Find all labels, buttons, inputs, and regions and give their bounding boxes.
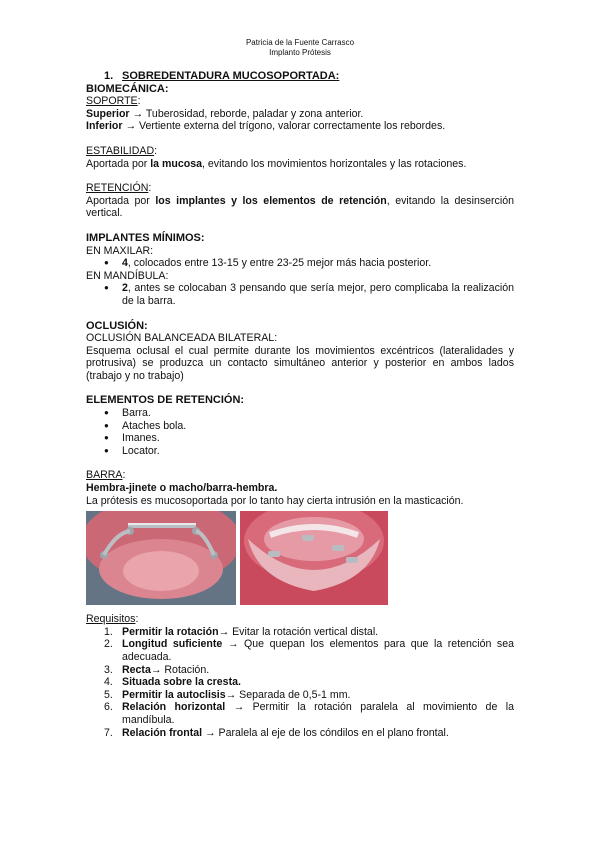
inferior-text: → Vertiente externa del trígono, valorar correctamente los rebordes. (122, 120, 446, 133)
requisitos-label: Requisitos (86, 613, 136, 626)
soporte-label: SOPORTE (86, 95, 138, 108)
req-number: 3. (104, 663, 113, 676)
photo-mandibula-bar (240, 511, 388, 605)
req-bold: Permitir la autoclisis (122, 688, 226, 701)
requisitos-label-line (86, 613, 514, 626)
section-title (86, 70, 514, 83)
photos-row (86, 511, 514, 611)
superior-label: Superior (86, 107, 130, 120)
requisitos-colon: : (135, 613, 139, 626)
req-bold: Relación horizontal (122, 701, 226, 714)
req-number: 1. (104, 625, 113, 638)
req-bold: Situada sobre la cresta. (122, 676, 241, 689)
list-item (86, 727, 514, 740)
list-item (86, 626, 514, 639)
superior-text: → Tuberosidad, reborde, paladar y zona anterior. (129, 107, 364, 120)
list-item (86, 701, 514, 726)
mandibula-list (86, 282, 514, 307)
photo-maxilar-bar (86, 511, 236, 605)
req-number: 5. (104, 688, 113, 701)
header-subject: Implanto Prótesis (269, 48, 331, 57)
list-item (86, 676, 514, 689)
req-number: 6. (104, 701, 113, 714)
req-bold: Recta (122, 663, 151, 676)
superior-line (86, 108, 514, 121)
list-item: ● Imanes. (86, 432, 514, 445)
req-text: → Separada de 0,5-1 mm. (225, 688, 351, 701)
estabilidad-label: ESTABILIDAD (86, 144, 155, 157)
soporte-colon: : (137, 95, 141, 108)
section-title-text: SOBREDENTADURA MUCOSOPORTADA: (122, 70, 340, 82)
retencion-bold: los implantes y los elementos de retención (155, 194, 387, 207)
requisitos-list (86, 626, 514, 739)
dental-photo-2-icon (240, 511, 388, 605)
elementos-heading: ELEMENTOS DE RETENCIÓN: (86, 394, 245, 407)
req-text: → Evitar la rotación vertical distal. (218, 625, 379, 638)
barra-colon: : (122, 469, 126, 482)
retencion-pre: Aportada por (86, 194, 156, 207)
oclusion-text: Esquema oclusal el cual permite durante los movimientos excéntricos (lateralidades y protrusiva) se produzca un contacto simultáneo anterior y posterior en ambos lados (trabajo y no trabajo) (86, 344, 514, 382)
oclusion-subheading: OCLUSIÓN BALANCEADA BILATERAL: (86, 332, 278, 345)
mandibula-num: 2 (122, 282, 128, 295)
req-bold: Permitir la rotación (122, 625, 219, 638)
estabilidad-label-line (86, 145, 514, 158)
list-item (86, 257, 514, 270)
retencion-colon: : (148, 182, 152, 195)
dental-photo-1-icon (86, 511, 236, 605)
req-text: → Que quepan los elementos para que la retención sea adecuada. (122, 638, 514, 663)
list-item: ● Barra. (86, 407, 514, 420)
retencion-text (86, 195, 514, 220)
biomecanica-heading: BIOMECÁNICA: (86, 82, 169, 95)
mandibula-label: EN MANDÍBULA: (86, 269, 169, 282)
barra-subtitle: Hembra-jinete o macho/barra-hembra. (86, 482, 278, 495)
retencion-label: RETENCIÓN (86, 182, 149, 195)
estabilidad-post: , evitando los movimientos horizontales y las rotaciones. (202, 157, 467, 170)
barra-label-line (86, 469, 514, 482)
oclusion-heading: OCLUSIÓN: (86, 319, 148, 332)
maxilar-num: 4 (122, 257, 128, 270)
inferior-label: Inferior (86, 120, 123, 133)
estabilidad-pre: Aportada por (86, 157, 151, 170)
req-bold: Relación frontal (122, 726, 203, 739)
mandibula-text: , antes se colocaban 3 pensando que sería mejor, pero complicaba la realización de la barra. (122, 282, 514, 307)
req-number: 2. (104, 638, 113, 651)
header-author: Patricia de la Fuente Carrasco (245, 38, 355, 47)
list-item: ● Locator. (86, 445, 514, 458)
section-number: 1. (104, 70, 114, 82)
document-body (86, 70, 514, 739)
list-item: ● Ataches bola. (86, 420, 514, 433)
estabilidad-colon: : (154, 144, 158, 157)
req-text: → Paralela al eje de los cóndilos en el plano frontal. (202, 726, 449, 739)
maxilar-list (86, 257, 514, 270)
barra-label: BARRA (86, 469, 123, 482)
req-bold: Longitud suficiente (122, 638, 223, 651)
inferior-line (86, 120, 514, 133)
list-item (86, 689, 514, 702)
barra-text: La prótesis es mucosoportada por lo tanto hay cierta intrusión en la masticación. (86, 494, 464, 507)
req-number: 4. (104, 676, 113, 689)
req-text: → Rotación. (150, 663, 210, 676)
maxilar-text: , colocados entre 13-15 y entre 23-25 mejor más hacia posterior. (127, 257, 432, 270)
elementos-list (86, 407, 514, 457)
maxilar-label: EN MAXILAR: (86, 244, 154, 257)
list-item (86, 282, 514, 307)
implantes-heading: IMPLANTES MÍNIMOS: (86, 231, 205, 244)
retencion-post: , evitando la desinserción vertical. (86, 194, 514, 220)
retencion-label-line (86, 182, 514, 195)
list-item (86, 638, 514, 663)
req-text: → Permitir la rotación paralela al movimiento de la mandíbula. (122, 701, 514, 726)
estabilidad-text (86, 158, 514, 171)
list-item (86, 664, 514, 677)
estabilidad-bold: la mucosa (150, 157, 203, 170)
soporte-label-line (86, 95, 514, 108)
req-number: 7. (104, 726, 113, 739)
